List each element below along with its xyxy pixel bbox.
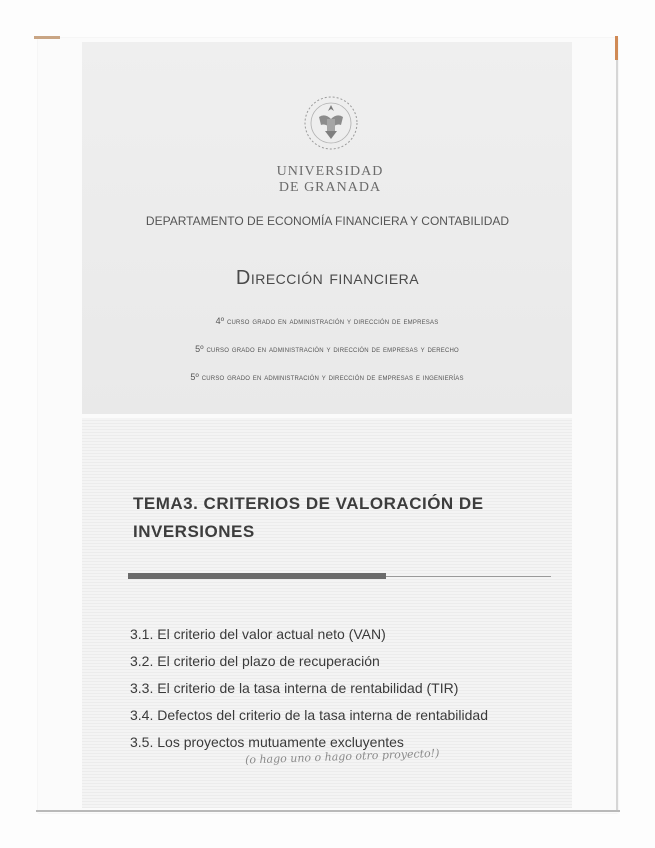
page-edge-right — [616, 60, 618, 812]
toc-item: 3.2. El criterio del plazo de recuperación — [130, 653, 380, 669]
university-name-line2: DE GRANADA — [278, 180, 382, 195]
course-title: Dirección financiera — [235, 267, 420, 289]
topic-title-line1: TEMA3. CRITERIOS DE VALORACIÓN DE — [133, 494, 484, 513]
topic-title-line2: INVERSIONES — [133, 522, 255, 541]
page-edge-mark-right — [615, 36, 618, 60]
topic-title — [133, 490, 553, 546]
handwritten-note: (o hago uno o hago otro proyecto!) — [244, 746, 440, 767]
degree-line: 5º curso grado en administración y dirección de empresas y derecho — [195, 344, 459, 354]
toc-item: 3.3. El criterio de la tasa interna de rentabilidad (TIR) — [130, 680, 459, 696]
department-name: DEPARTAMENTO DE ECONOMÍA FINANCIERA Y CONTABILIDAD — [145, 214, 510, 228]
degree-line: 5º curso grado en administración y dirección de empresas e ingenierías — [190, 372, 464, 382]
title-rule-thick — [128, 573, 386, 579]
title-rule-thin — [386, 576, 551, 577]
toc-item: 3.1. El criterio del valor actual neto (VAN) — [130, 626, 386, 642]
page-edge-mark-left — [34, 36, 60, 39]
degree-line: 4º curso grado en administración y dirección de empresas — [215, 316, 439, 326]
university-name-line1: UNIVERSIDAD — [276, 164, 384, 179]
page-edge-bottom — [36, 810, 620, 812]
toc-item: 3.4. Defectos del criterio de la tasa interna de rentabilidad — [130, 707, 488, 723]
university-crest-icon — [303, 95, 359, 151]
toc-item: 3.5. Los proyectos mutuamente excluyentes — [130, 734, 404, 750]
university-name — [250, 164, 410, 196]
